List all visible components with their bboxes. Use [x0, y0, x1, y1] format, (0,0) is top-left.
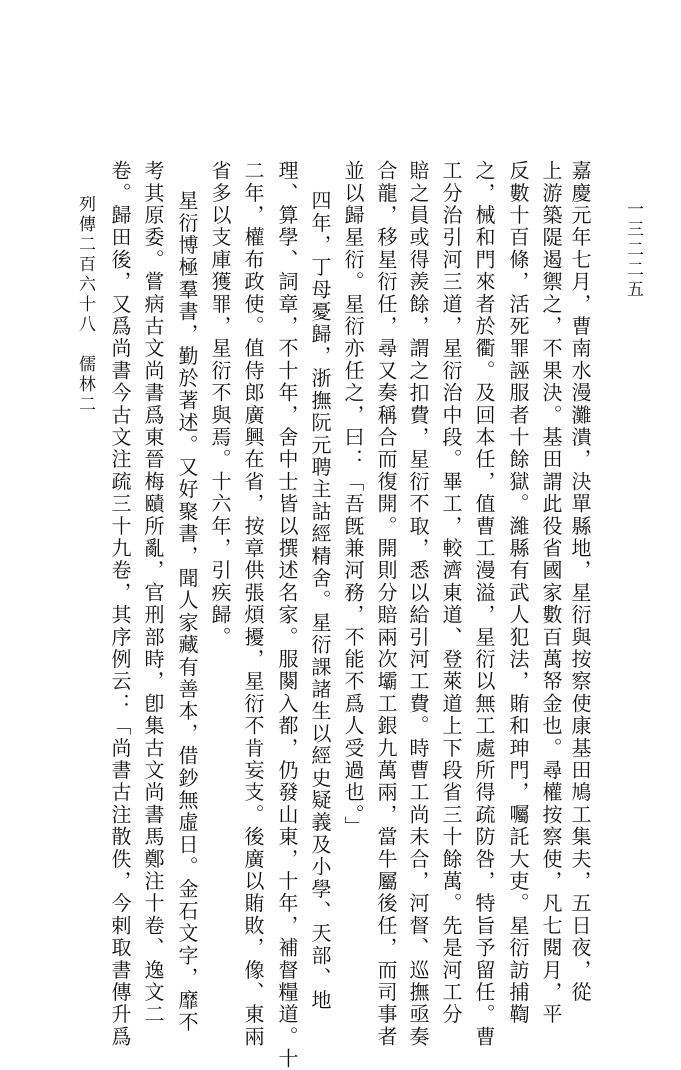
text-column-13: 星衍博極羣書，勤於著述。又好聚書，聞人家藏有善本，借鈔無虛日。金石文字，靡不 [175, 190, 199, 1034]
text-column-2: 上游築隄遏禦之，不果決。基田謂此役省國家數百萬帑金也。尋權按察使，凡七閱月，平 [539, 160, 563, 1026]
page-number: 一三二二五 [623, 200, 643, 300]
text-column-3: 反數十百條，活死罪誣服者十餘獄。濰縣有武人犯法，賄和珅門，囑託大吏。星衍訪捕鞫 [506, 160, 530, 1026]
text-column-1: 嘉慶元年七月，曹南水漫灘潰，決單縣地，星衍與按察使康基田鳩工集夫，五日夜，從 [568, 160, 592, 1004]
text-column-10: 理、算學、詞章，不十年，舍中士皆以撰述名家。服闋入都，仍發山東，十年，補督糧道。十 [275, 160, 299, 1070]
text-column-7: 合龍，移星衍任，尋又奏稱合而復開。開則分賠兩次壩工銀九萬兩，當牛屬後任，而司事者 [374, 160, 398, 1048]
text-column-14: 考其原委。嘗病古文尚書爲東晉梅賾所亂，官刑部時，卽集古文尚書馬鄭注十卷、逸文二 [141, 160, 165, 1026]
text-column-8: 並以歸星衍。星衍亦任之，曰：「吾旣兼河務，不能不爲人受過也。」 [341, 160, 365, 839]
text-column-6: 賠之員或得羨餘，謂之扣費，星衍不取，悉以給引河工費。時曹工尚未合，河督、巡撫亟奏 [406, 160, 430, 1048]
text-column-4: 之，械和門來者於衢。及回本任，值曹工漫溢，星衍以無工處所得疏防咎，特旨予留任。曹 [472, 160, 496, 1048]
text-column-12: 省多以支庫獲罪，星衍不與焉。十六年，引疾歸。 [208, 160, 232, 649]
running-head: 列傳二百六十八 儒林二 [75, 195, 95, 415]
text-column-15: 卷。歸田後，又爲尚書今古文注疏三十九卷，其序例云：「尚書古注散佚，今剌取書傳升爲 [108, 160, 132, 1048]
text-column-5: 工分治引河三道，星衍治中段。畢工，較濟東道、登萊道上下段省三十餘萬。先是河工分 [439, 160, 463, 1026]
text-column-11: 二年，權布政使。值侍郎廣興在省，按章供張煩擾，星衍不肯妄支。後廣以賄敗，像、東兩 [241, 160, 265, 1048]
text-column-9: 四年，丁母憂歸，浙撫阮元聘主詁經精舍。星衍課諸生以經史疑義及小學、天部、地 [308, 190, 332, 1012]
